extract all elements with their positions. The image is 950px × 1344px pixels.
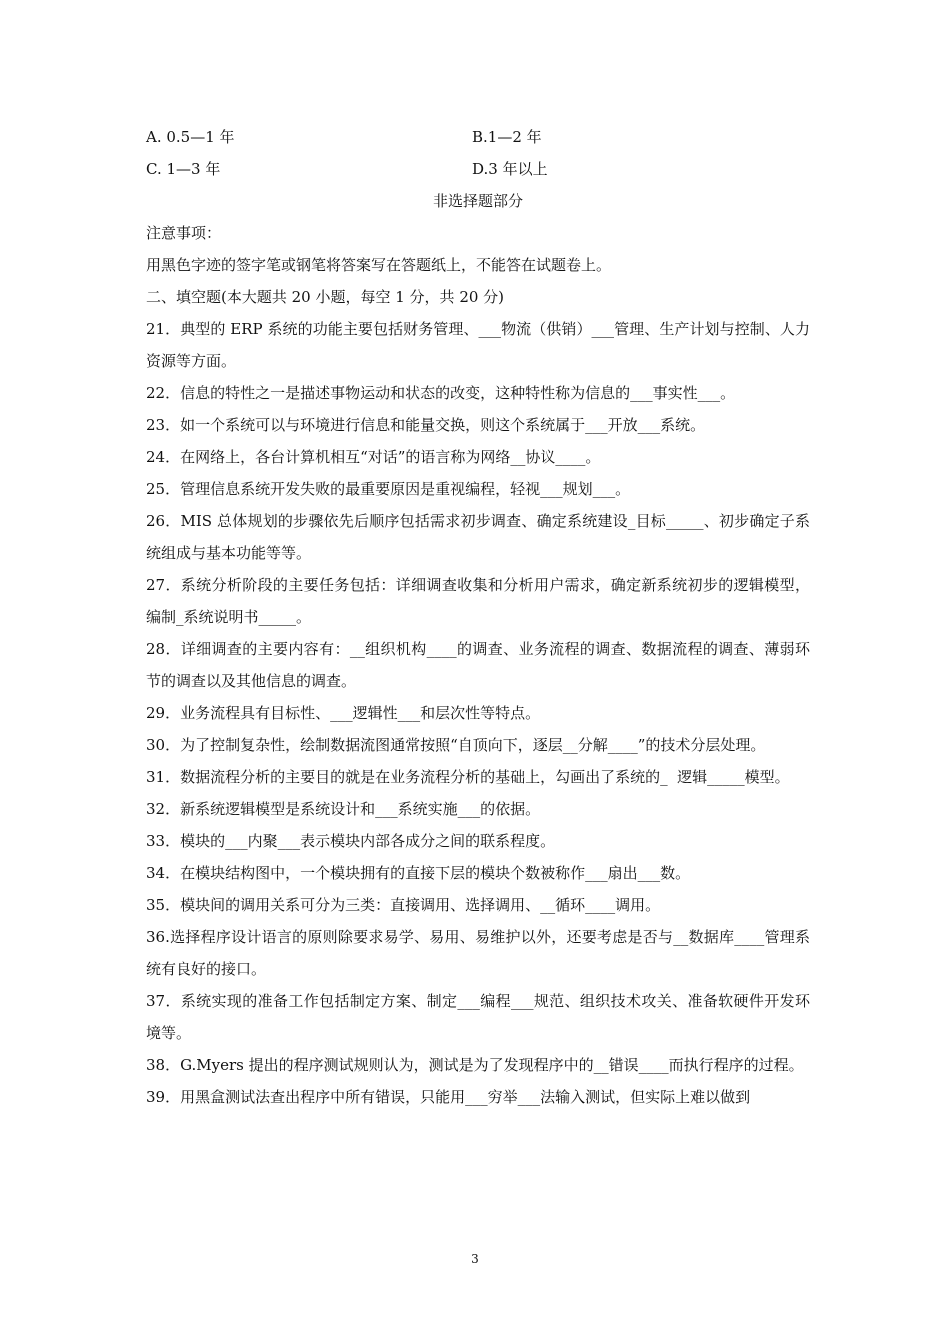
question-36: 36.选择程序设计语言的原则除要求易学、易用、易维护以外，还要考虑是否与__数据库____管理系统有良好的接口。 bbox=[146, 928, 810, 978]
part-heading: 二、填空题(本大题共 20 小题，每空 1 分，共 20 分) bbox=[146, 288, 505, 306]
option-b: B.1—2 年 bbox=[472, 128, 542, 146]
question-35: 35．模块间的调用关系可分为三类：直接调用、选择调用、__循环____调用。 bbox=[146, 896, 661, 914]
options-row-1 bbox=[146, 121, 810, 153]
question-39: 39．用黑盒测试法查出程序中所有错误，只能用___穷举___法输入测试，但实际上难以做到 bbox=[146, 1088, 751, 1106]
question-30: 30．为了控制复杂性，绘制数据流图通常按照“自顶向下，逐层__分解____”的技术分层处理。 bbox=[146, 736, 766, 754]
question-22: 22．信息的特性之一是描述事物运动和状态的改变，这种特性称为信息的___事实性___。 bbox=[146, 384, 736, 402]
page-number: 3 bbox=[471, 1252, 479, 1266]
option-d: D.3 年以上 bbox=[472, 160, 548, 178]
question-25: 25．管理信息系统开发失败的最重要原因是重视编程，轻视___规划___。 bbox=[146, 480, 631, 498]
question-37: 37．系统实现的准备工作包括制定方案、制定___编程___规范、组织技术攻关、准备软硬件开发环境等。 bbox=[146, 992, 810, 1042]
option-c: C. 1—3 年 bbox=[146, 160, 221, 178]
question-32: 32．新系统逻辑模型是系统设计和___系统实施___的依据。 bbox=[146, 800, 541, 818]
options-row-2 bbox=[146, 153, 810, 185]
question-31: 31．数据流程分析的主要目的就是在业务流程分析的基础上，勾画出了系统的_ 逻辑_____模型。 bbox=[146, 768, 790, 786]
question-26: 26．MIS 总体规划的步骤依先后顺序包括需求初步调查、确定系统建设_目标_____、初步确定子系统组成与基本功能等等。 bbox=[146, 512, 810, 562]
question-24: 24．在网络上，各台计算机相互“对话”的语言称为网络__协议____。 bbox=[146, 448, 601, 466]
section-title: 非选择题部分 bbox=[432, 192, 523, 210]
question-28: 28．详细调查的主要内容有：__组织机构____的调查、业务流程的调查、数据流程的调查、薄弱环节的调查以及其他信息的调查。 bbox=[146, 640, 810, 690]
notice-label: 注意事项： bbox=[146, 224, 222, 242]
page-content bbox=[146, 121, 810, 1113]
question-34: 34．在模块结构图中，一个模块拥有的直接下层的模块个数被称作___扇出___数。 bbox=[146, 864, 691, 882]
question-29: 29．业务流程具有目标性、___逻辑性___和层次性等特点。 bbox=[146, 704, 541, 722]
question-38: 38．G.Myers 提出的程序测试规则认为，测试是为了发现程序中的__错误____而执行程序的过程。 bbox=[146, 1056, 804, 1074]
question-23: 23．如一个系统可以与环境进行信息和能量交换，则这个系统属于___开放___系统。 bbox=[146, 416, 706, 434]
notice-text: 用黑色字迹的签字笔或钢笔将答案写在答题纸上，不能答在试题卷上。 bbox=[146, 256, 612, 274]
option-a: A. 0.5—1 年 bbox=[146, 128, 235, 146]
question-21: 21．典型的 ERP 系统的功能主要包括财务管理、___物流（供销）___管理、生产计划与控制、人力资源等方面。 bbox=[146, 320, 810, 370]
question-27: 27．系统分析阶段的主要任务包括：详细调查收集和分析用户需求，确定新系统初步的逻辑模型，编制_系统说明书_____。 bbox=[146, 576, 810, 626]
question-33: 33．模块的___内聚___表示模块内部各成分之间的联系程度。 bbox=[146, 832, 556, 850]
